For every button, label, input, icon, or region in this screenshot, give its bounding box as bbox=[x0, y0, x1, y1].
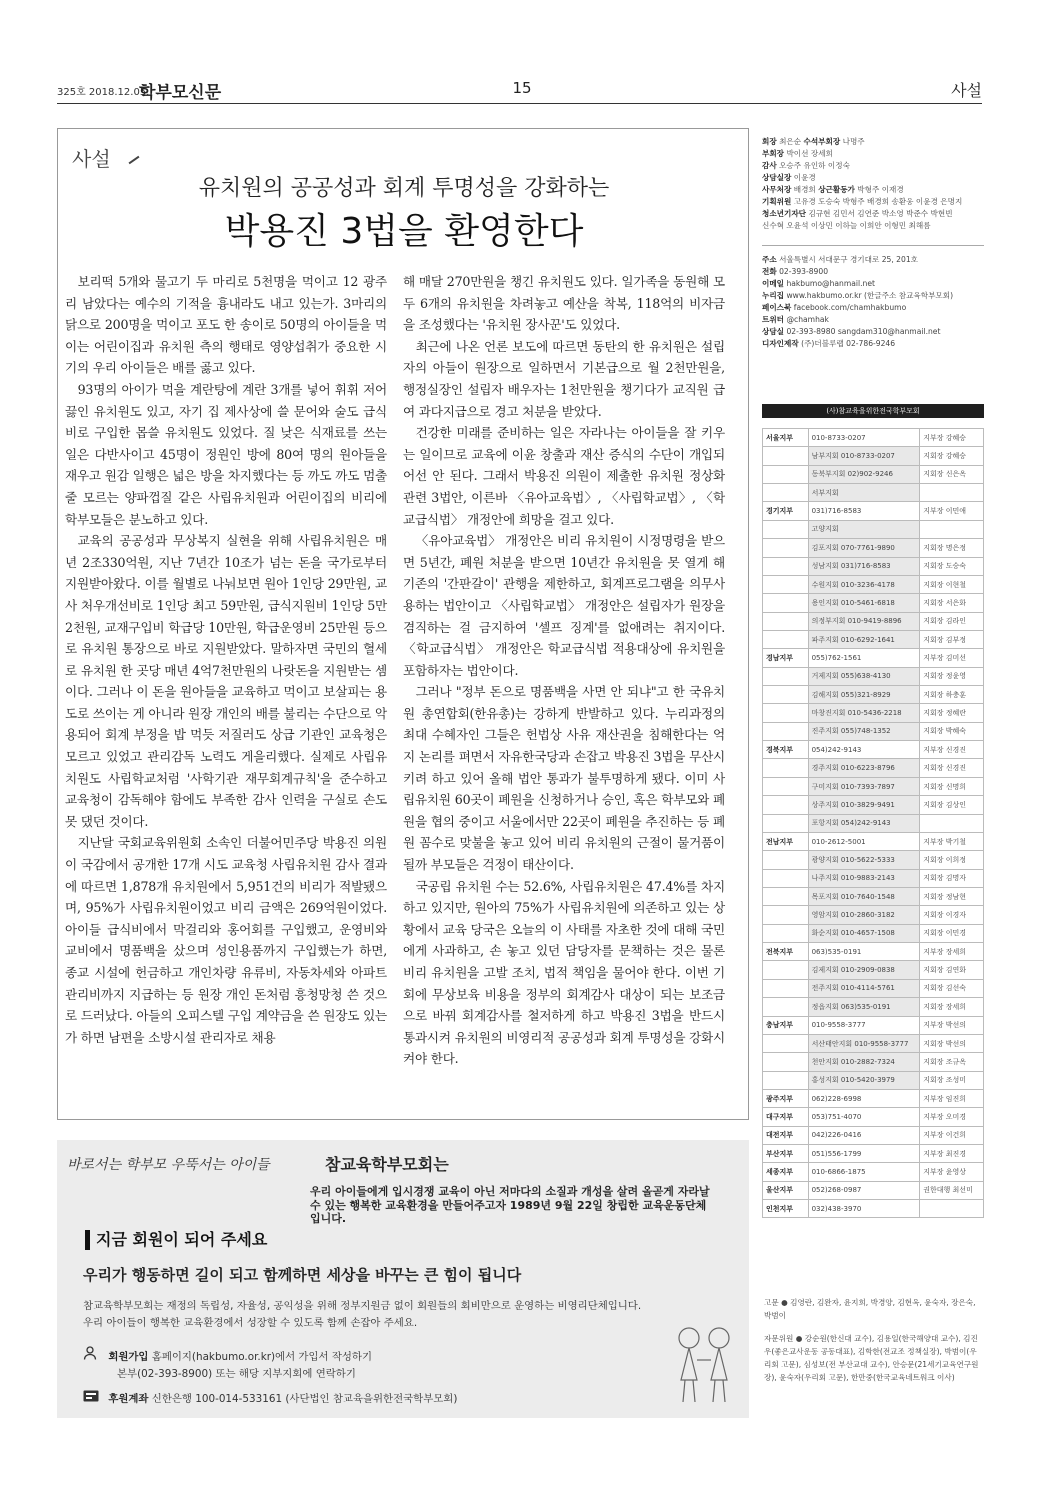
contact-cell: 화순지회 010-4657-1508 bbox=[808, 924, 920, 942]
region-cell bbox=[763, 887, 809, 905]
region-cell: 인천지부 bbox=[763, 1200, 809, 1218]
region-cell bbox=[763, 447, 809, 465]
contact-cell: 홍성지회 010-5420-3979 bbox=[808, 1071, 920, 1089]
directory-row bbox=[763, 520, 984, 538]
person-cell: 지회장 강혜승 bbox=[920, 447, 984, 465]
contact-cell: 영암지회 010-2860-3182 bbox=[808, 906, 920, 924]
staff-label: 수석부회장 bbox=[803, 137, 841, 146]
region-cell: 경북지부 bbox=[763, 741, 809, 759]
contact-label: 전화 bbox=[762, 267, 777, 276]
person-cell: 지회장 정남현 bbox=[920, 887, 984, 905]
contact-label: 트위터 bbox=[762, 315, 785, 324]
region-cell: 충남지부 bbox=[763, 1016, 809, 1034]
paragraph: 국공립 유치원 수는 52.6%, 사립유치원은 47.4%를 차지하고 있지만, 원아의 75%가 사립유치원에 의존하고 있는 상황에서 교육 당국은 오늘의 이 사태를 자초한 것에 대해 국민에게 사과하고, 손 놓고 있던 담당자를 문책하는 것은 물론 비리 유치원을 고발 조치, 법적 책임을 물어야 한다. 이번 기회에 무상보육 비용을 정부의 회계감사 대상이 되는 보조금으로 바꿔 회계감사를 철저하게 하고 박용진 3법을 반드시 통과시켜 유치원의 비영리적 공공성과 회계 투명성을 강화시켜야 한다. bbox=[403, 878, 725, 1067]
editorial-kicker: 사설 bbox=[72, 147, 111, 171]
person-cell: 지회장 김선숙 bbox=[920, 979, 984, 997]
contact-cell: 063)535-0191 bbox=[808, 943, 920, 961]
person-cell: 지회장 하충훈 bbox=[920, 686, 984, 704]
slogan: 바로서는 학부모 우뚝서는 아이들 bbox=[67, 1157, 270, 1173]
directory-row bbox=[763, 961, 984, 979]
contact-row bbox=[762, 254, 984, 266]
directory-row bbox=[763, 869, 984, 887]
contact-row bbox=[762, 290, 984, 302]
editorial-column-2 bbox=[403, 271, 725, 1070]
person-cell: 지회장 김부정 bbox=[920, 630, 984, 648]
paragraph: 해 매달 270만원을 챙긴 유치원도 있다. 일가족을 동원해 모두 6개의 유치원을 차려놓고 예산을 착복, 118억의 비자금을 조성했다는 '유치원 장사꾼'도 있었다. bbox=[403, 274, 725, 333]
person-cell: 지부장 이건희 bbox=[920, 1126, 984, 1144]
directory-row bbox=[763, 465, 984, 483]
person-cell: 지부장 이민애 bbox=[920, 502, 984, 520]
person-cell: 지회장 정윤영 bbox=[920, 667, 984, 685]
staff-row bbox=[762, 148, 984, 160]
org-description bbox=[83, 1298, 743, 1332]
staff-label: 부회장 bbox=[762, 149, 785, 158]
directory-row bbox=[763, 667, 984, 685]
divider bbox=[762, 232, 984, 246]
directory-title: (사)참교육을위한전국학부모회 bbox=[762, 404, 984, 418]
contact-row bbox=[762, 266, 984, 278]
directory-row bbox=[763, 649, 984, 667]
paragraph: 그러나 "정부 돈으로 명품백을 사면 안 되냐"고 한 국유치원 총연합회(한유총)는 강하게 반발하고 있다. 누리과정의 최대 수혜자인 그들은 헌법상 사유 재산권을 침해한다는 억지 논리를 펴면서 자유한국당과 손잡고 박용진 3법을 무산시키려 하고 있어 올해 법안 통과가 불투명하게 됐다. 이미 사립유치원 60곳이 폐원을 신청하거나 승인, 혹은 학부모와 폐원을 협의 중이고 서울에서만 22곳이 폐원을 추진하는 등 폐원 꼼수로 맞불을 놓고 있어 비리 유치원의 근절이 물거품이 될까 부모들은 걱정이 태산이다. bbox=[403, 684, 725, 873]
directory-row bbox=[763, 1089, 984, 1107]
description-line: 우리 아이들이 행복한 교육환경에서 성장할 수 있도록 함께 손잡아 주세요. bbox=[83, 1317, 418, 1329]
contact-cell: 경주지회 010-6223-8796 bbox=[808, 759, 920, 777]
contact-list bbox=[762, 254, 984, 350]
region-cell bbox=[763, 759, 809, 777]
contact-label: 주소 bbox=[762, 255, 777, 264]
staff-value: 고유경 도승숙 박형주 배경희 송환웅 이윤경 은명지 bbox=[793, 197, 963, 206]
page-number: 15 bbox=[512, 79, 532, 97]
directory-row bbox=[763, 1126, 984, 1144]
directory-row bbox=[763, 630, 984, 648]
contact-value: hakbumo@hanmail.net bbox=[786, 279, 875, 288]
staff-value: 박이선 장세희 bbox=[786, 149, 833, 158]
paragraph: 교육의 공공성과 무상복지 실현을 위해 사립유치원은 매년 2조330억원, 지난 7년간 10조가 넘는 돈을 국가로부터 지원받아왔다. 이를 월별로 나눠보면 원아 1인당 29만원, 교사 처우개선비로 1인당 최고 59만원, 급식지원비 1인당 5만2천원, 교재구입비 학급당 10만원, 학급운영비 25만원 등으로 유치원 통장으로 바로 지원받았다. 말하자면 국민의 혈세로 유치원 한 곳당 매년 4억7천만원의 나랏돈을 지원받는 셈이다. 그러나 이 돈을 원아들을 교육하고 먹이고 보살피는 용도로 쓰이는 게 아니라 원장 개인의 배를 불리는 수단으로 악용되어 회계 부정을 밥 먹듯 저질러도 상급 기관인 교육청은 모르고 있었고 관리감독 노력도 게을리했다. 실제로 사립유치원도 사립학교처럼 '사학기관 재무회계규칙'을 준수하고 교육청이 감독해야 함에도 부족한 감사 인력을 구실로 손도 못 댔던 것이다. bbox=[65, 533, 387, 829]
staff-value: 박형주 이재경 bbox=[857, 185, 904, 194]
contact-value: 02-393-8900 bbox=[779, 267, 829, 276]
contact-value: 02-393-8980 sangdam310@hanmail.net bbox=[786, 327, 941, 336]
contact-cell: 상주지회 010-3829-9491 bbox=[808, 796, 920, 814]
paragraph: 93명의 아이가 먹을 계란탕에 계란 3개를 넣어 휘휘 저어 끓인 유치원도 있고, 자기 집 제사상에 쓸 문어와 술도 급식비로 구입한 몹쓸 유치원도 있었다. 질 낮은 식재료를 쓰는 일은 다반사이고 45명이 정원인 방에 80여 명의 원아들을 재우고 원감 일행은 넓은 방을 차지했다는 등 까도 까도 멈출 줄 모르는 양파껍질 같은 사립유치원과 어린이집의 비리에 학부모들은 분노하고 있다. bbox=[65, 381, 387, 527]
person-cell: 지부장 김미선 bbox=[920, 649, 984, 667]
directory-row bbox=[763, 1200, 984, 1218]
directory-row bbox=[763, 1108, 984, 1126]
directory-row bbox=[763, 924, 984, 942]
contact-cell: 천안지회 010-2882-7324 bbox=[808, 1053, 920, 1071]
person-cell: 지회장 신경진 bbox=[920, 759, 984, 777]
person-cell: 지부장 강혜승 bbox=[920, 429, 984, 447]
region-cell bbox=[763, 961, 809, 979]
contact-cell: 성남지회 031)716-8583 bbox=[808, 557, 920, 575]
contact-cell: 062)228-6998 bbox=[808, 1089, 920, 1107]
consultant-list: 자문위원 ● 강순원(한신대 교수), 김용일(한국해양대 교수), 김진우(좋은교사운동 공동대표), 김학한(전교조 정책실장), 박범이(우리회 고문), 심성보(전 부산교대 교수), 안승문(21세기교육연구원장), 윤숙자(우리회 고문), 한만중(한국교육네트워크 이사) bbox=[764, 1334, 979, 1382]
region-cell bbox=[763, 630, 809, 648]
paragraph: 〈유아교육법〉 개정안은 비리 유치원이 시정명령을 받으면 5년간, 폐원 처분을 받으면 10년간 유치원을 못 열게 해 기존의 '간판갈이' 관행을 제한하고, 회계프로그램을 의무사용하는 법안이고 〈사립학교법〉 개정안은 설립자가 원장을 겸직하는 걸 금지하여 '셀프 징계'를 없애려는 취지이다. 〈학교급식법〉 개정안은 학교급식법 적용대상에 유치원을 포함하자는 법안이다. bbox=[403, 533, 725, 678]
region-cell bbox=[763, 539, 809, 557]
contact-cell: 전주지회 010-4114-5761 bbox=[808, 979, 920, 997]
person-cell: 지부장 신경진 bbox=[920, 741, 984, 759]
contact-cell: 054)242-9143 bbox=[808, 741, 920, 759]
person-cell: 지부장 장세희 bbox=[920, 943, 984, 961]
person-cell: 지회장 명은정 bbox=[920, 539, 984, 557]
person-cell: 지회장 박선의 bbox=[920, 1034, 984, 1052]
contact-cell: 목포지회 010-7640-1548 bbox=[808, 887, 920, 905]
directory-row bbox=[763, 1163, 984, 1181]
person-cell: 지회장 장세희 bbox=[920, 998, 984, 1016]
contact-cell: 거제지회 055)638-4130 bbox=[808, 667, 920, 685]
person-cell: 지회장 조규옥 bbox=[920, 1053, 984, 1071]
region-cell bbox=[763, 906, 809, 924]
directory-row bbox=[763, 851, 984, 869]
person-cell: 지회장 이현철 bbox=[920, 575, 984, 593]
contact-value: facebook.com/chamhakbumo bbox=[793, 303, 907, 312]
region-cell bbox=[763, 557, 809, 575]
directory-row bbox=[763, 447, 984, 465]
directory-row bbox=[763, 539, 984, 557]
directory-row bbox=[763, 484, 984, 502]
directory-row bbox=[763, 1145, 984, 1163]
person-cell: 지회장 김상인 bbox=[920, 796, 984, 814]
contact-cell: 나주지회 010-9883-2143 bbox=[808, 869, 920, 887]
directory-row bbox=[763, 814, 984, 832]
advisors bbox=[764, 1296, 984, 1394]
paragraph: 보리떡 5개와 물고기 두 마리로 5천명을 먹이고 12 광주리 남았다는 예수의 기적을 흉내라도 내고 있는가. 3마리의 닭으로 200명을 먹이고 포도 한 송이로 50명의 아이들을 먹이는 어린이집과 유치원 측의 행태로 영양섭취가 중요한 시기의 우리 아이들은 배를 곯고 있다. bbox=[65, 274, 387, 376]
staff-row bbox=[762, 208, 984, 220]
directory-row bbox=[763, 612, 984, 630]
staff-row bbox=[762, 196, 984, 208]
staff-label: 기획위원 bbox=[762, 197, 792, 206]
staff-value: 나명주 bbox=[842, 137, 865, 146]
region-cell bbox=[763, 686, 809, 704]
person-cell bbox=[920, 814, 984, 832]
person-cell bbox=[920, 520, 984, 538]
region-cell: 전남지부 bbox=[763, 832, 809, 850]
contact-row bbox=[762, 302, 984, 314]
staff-value: 오승주 유인하 이정숙 bbox=[779, 161, 850, 170]
masthead bbox=[762, 136, 984, 350]
person-cell: 지회장 김명자 bbox=[920, 869, 984, 887]
person-cell: 지회장 조성미 bbox=[920, 1071, 984, 1089]
staff-label: 청소년기자단 bbox=[762, 209, 807, 218]
directory-row bbox=[763, 979, 984, 997]
person-cell: 지회장 서은화 bbox=[920, 594, 984, 612]
contact-row bbox=[762, 338, 984, 350]
contact-row bbox=[762, 326, 984, 338]
staff-value: 최은순 bbox=[779, 137, 804, 146]
contact-cell: 서부지회 bbox=[808, 484, 920, 502]
contact-value: 서울특별시 서대문구 경기대로 25, 201호 bbox=[779, 255, 919, 264]
directory-row bbox=[763, 759, 984, 777]
region-cell: 세종지부 bbox=[763, 1163, 809, 1181]
region-cell bbox=[763, 520, 809, 538]
person-cell: 지부장 윤영상 bbox=[920, 1163, 984, 1181]
org-heading: 참교육학부모회는 bbox=[325, 1155, 449, 1174]
membership-info bbox=[83, 1346, 372, 1383]
region-cell: 부산지부 bbox=[763, 1145, 809, 1163]
directory-row bbox=[763, 943, 984, 961]
staff-row bbox=[762, 220, 984, 232]
directory-row bbox=[763, 575, 984, 593]
staff-label: 사무처장 bbox=[762, 185, 792, 194]
editorial-title: 박용진 3법을 환영한다 bbox=[224, 211, 584, 252]
directory-row bbox=[763, 796, 984, 814]
contact-cell: 수원지회 010-3236-4178 bbox=[808, 575, 920, 593]
region-cell bbox=[763, 612, 809, 630]
contact-cell: 010-8733-0207 bbox=[808, 429, 920, 447]
contact-cell: 김해지회 055)321-8929 bbox=[808, 686, 920, 704]
region-cell bbox=[763, 1034, 809, 1052]
contact-value: www.hakbumo.or.kr (한글주소 참교육학부모회) bbox=[786, 291, 954, 300]
person-cell: 권한대행 최선미 bbox=[920, 1181, 984, 1199]
editorial-column-1 bbox=[65, 271, 387, 1048]
contact-cell: 파주지회 010-6292-1641 bbox=[808, 630, 920, 648]
contact-cell: 010-9558-3777 bbox=[808, 1016, 920, 1034]
region-cell bbox=[763, 777, 809, 795]
region-cell: 대전지부 bbox=[763, 1126, 809, 1144]
contact-cell: 구미지회 010-7393-7897 bbox=[808, 777, 920, 795]
staff-label: 상담실장 bbox=[762, 173, 792, 182]
directory-row bbox=[763, 832, 984, 850]
page-header bbox=[57, 78, 982, 104]
contact-cell: 고양지회 bbox=[808, 520, 920, 538]
editorial-subtitle: 유치원의 공공성과 회계 투명성을 강화하는 bbox=[198, 176, 610, 201]
region-cell: 울산지부 bbox=[763, 1181, 809, 1199]
directory-row bbox=[763, 686, 984, 704]
staff-label: 감사 bbox=[762, 161, 777, 170]
contact-label: 이메일 bbox=[762, 279, 785, 288]
region-cell bbox=[763, 796, 809, 814]
region-cell bbox=[763, 704, 809, 722]
contact-cell: 042)226-0416 bbox=[808, 1126, 920, 1144]
contact-label: 누리집 bbox=[762, 291, 785, 300]
region-cell bbox=[763, 484, 809, 502]
person-cell: 지회장 정혜란 bbox=[920, 704, 984, 722]
contact-cell: 김제지회 010-2909-0838 bbox=[808, 961, 920, 979]
contact-cell: 김포지회 070-7761-9890 bbox=[808, 539, 920, 557]
contact-value: (주)더블루랩 02-786-9246 bbox=[801, 339, 896, 348]
person-cell: 지부장 최진경 bbox=[920, 1145, 984, 1163]
region-cell bbox=[763, 594, 809, 612]
person-cell: 지회장 이경자 bbox=[920, 906, 984, 924]
person-cell bbox=[920, 1200, 984, 1218]
contact-cell: 052)268-0987 bbox=[808, 1181, 920, 1199]
contact-cell: 031)716-8583 bbox=[808, 502, 920, 520]
issue-info: 325호 2018.12.05. bbox=[57, 87, 150, 98]
staff-label: 상근활동가 bbox=[818, 185, 855, 194]
motto: 우리가 행동하면 길이 되고 함께하면 세상을 바꾸는 큰 힘이 됩니다 bbox=[83, 1266, 522, 1284]
contact-cell: 광양지회 010-5622-5333 bbox=[808, 851, 920, 869]
directory-row bbox=[763, 887, 984, 905]
region-cell bbox=[763, 722, 809, 740]
person-cell: 지회장 신은옥 bbox=[920, 465, 984, 483]
join-heading: 지금 회원이 되어 주세요 bbox=[85, 1230, 267, 1250]
person-cell: 지회장 김라인 bbox=[920, 612, 984, 630]
region-cell bbox=[763, 924, 809, 942]
directory-row bbox=[763, 704, 984, 722]
description-line: 참교육학부모회는 재정의 독립성, 자율성, 공익성을 위해 정부지원금 없이 회원들의 회비만으로 운영하는 비영리단체입니다. bbox=[83, 1300, 642, 1312]
staff-row bbox=[762, 160, 984, 172]
person-cell: 지부장 박선의 bbox=[920, 1016, 984, 1034]
region-cell bbox=[763, 465, 809, 483]
person-cell: 지회장 도승숙 bbox=[920, 557, 984, 575]
contact-cell: 010-2612-5001 bbox=[808, 832, 920, 850]
section-name: 사설 bbox=[951, 81, 982, 100]
person-cell: 지부장 오미경 bbox=[920, 1108, 984, 1126]
staff-value: 이윤경 bbox=[793, 173, 816, 182]
person-cell: 지부장 임진희 bbox=[920, 1089, 984, 1107]
account-text: 신한은행 100-014-533161 (사단법인 참교육을위한전국학부모회) bbox=[151, 1393, 458, 1405]
region-cell: 경남지부 bbox=[763, 649, 809, 667]
person-cell: 지회장 이희정 bbox=[920, 851, 984, 869]
region-cell bbox=[763, 667, 809, 685]
person-cell: 지회장 박혜숙 bbox=[920, 722, 984, 740]
region-cell: 전북지부 bbox=[763, 943, 809, 961]
contact-value: @chamhak bbox=[786, 315, 829, 324]
region-cell: 대구지부 bbox=[763, 1108, 809, 1126]
region-cell: 경기지부 bbox=[763, 502, 809, 520]
contact-cell: 010-6866-1875 bbox=[808, 1163, 920, 1181]
contact-label: 상담실 bbox=[762, 327, 785, 336]
bank-card-icon bbox=[83, 1390, 105, 1407]
staff-value: 신수혁 오윤석 이상민 이하늘 이희안 이형민 최해름 bbox=[762, 221, 931, 230]
staff-row bbox=[762, 184, 984, 196]
staff-row bbox=[762, 172, 984, 184]
donation-info bbox=[83, 1390, 457, 1408]
contact-row bbox=[762, 314, 984, 326]
region-cell bbox=[763, 1071, 809, 1089]
branch-directory bbox=[762, 428, 984, 1218]
directory-row bbox=[763, 722, 984, 740]
directory-row bbox=[763, 1071, 984, 1089]
contact-cell: 마창진지회 010-5436-2218 bbox=[808, 704, 920, 722]
contact-cell: 진주지회 055)748-1352 bbox=[808, 722, 920, 740]
directory-row bbox=[763, 1034, 984, 1052]
account-label: 후원계좌 bbox=[108, 1393, 149, 1405]
directory-row bbox=[763, 557, 984, 575]
paragraph: 지난달 국회교육위원회 소속인 더불어민주당 박용진 의원이 국감에서 공개한 17개 시도 교육청 사립유치원 감사 결과에 따르면 1,878개 유치원에서 5,951건의 비리가 적발됐으며, 95%가 사립유치원이었고 비리 금액은 269억원이었다. 아이들 급식비에서 막걸리와 홍어회를 구입했고, 운영비와 교비에서 명품백을 샀으며 성인용품까지 구입했는가 하면, 종교 시설에 헌금하고 개인차량 유류비, 자동차세와 아파트 관리비까지 지급하는 등 원장 개인 돈처럼 흥청망청 쓴 것으로 드러났다. 아들의 오피스텔 구입 계약금을 쓴 원장도 있는가 하면 남편을 소방시설 관리자로 채용 bbox=[65, 835, 387, 1045]
directory-row bbox=[763, 502, 984, 520]
paragraph: 건강한 미래를 준비하는 일은 자라나는 아이들을 잘 키우는 일이므로 교육에 이윤 창출과 재산 증식의 수단이 개입되어선 안 된다. 그래서 박용진 의원이 제출한 유치원 정상화 관련 3법안, 이른바 〈유아교육법〉, 〈사립학교법〉, 〈학교급식법〉 개정안에 희망을 걸고 있다. bbox=[403, 425, 725, 527]
advisor-list: 고문 ● 김영란, 김완자, 윤지희, 박경양, 김현옥, 윤숙자, 장은숙, 박범이 bbox=[764, 1298, 976, 1320]
person-cell: 지회장 신명희 bbox=[920, 777, 984, 795]
person-cell: 지회장 이민경 bbox=[920, 924, 984, 942]
region-cell bbox=[763, 979, 809, 997]
person-icon bbox=[83, 1346, 105, 1365]
contact-cell: 053)751-4070 bbox=[808, 1108, 920, 1126]
region-cell bbox=[763, 851, 809, 869]
staff-value: 김규현 김민서 김연준 박소영 박준수 박현빈 bbox=[808, 209, 953, 218]
region-cell bbox=[763, 998, 809, 1016]
contact-cell: 032)438-3970 bbox=[808, 1200, 920, 1218]
membership-ad bbox=[57, 1140, 749, 1418]
staff-list bbox=[762, 136, 984, 232]
membership-text-2: 본부(02-393-8900) 또는 해당 지부지회에 연락하기 bbox=[117, 1368, 356, 1380]
contact-cell: 서산태안지회 010-9558-3777 bbox=[808, 1034, 920, 1052]
directory-row bbox=[763, 429, 984, 447]
directory-row bbox=[763, 906, 984, 924]
region-cell: 광주지부 bbox=[763, 1089, 809, 1107]
directory-row bbox=[763, 741, 984, 759]
staff-row bbox=[762, 136, 984, 148]
directory-row bbox=[763, 1053, 984, 1071]
region-cell bbox=[763, 869, 809, 887]
directory-row bbox=[763, 777, 984, 795]
person-cell: 지부장 박기철 bbox=[920, 832, 984, 850]
directory-row bbox=[763, 1016, 984, 1034]
person-cell: 지회장 김연화 bbox=[920, 961, 984, 979]
contact-cell: 의정부지회 010-9419-8896 bbox=[808, 612, 920, 630]
contact-label: 페이스북 bbox=[762, 303, 792, 312]
paragraph: 최근에 나온 언론 보도에 따르면 동탄의 한 유치원은 설립자의 아들이 원장으로 일하면서 기본급으로 월 2천만원을, 행정실장인 설립자 배우자는 1천만원을 챙기다가 교직원 급여 과다지급으로 경고 처분을 받았다. bbox=[403, 338, 725, 419]
region-cell bbox=[763, 1053, 809, 1071]
editorial-box bbox=[57, 128, 749, 1120]
staff-value: 배경희 bbox=[793, 185, 819, 194]
directory-row bbox=[763, 998, 984, 1016]
contact-cell: 051)556-1799 bbox=[808, 1145, 920, 1163]
membership-label: 회원가입 bbox=[108, 1351, 149, 1363]
contact-cell: 용인지회 010-5461-6818 bbox=[808, 594, 920, 612]
membership-text: 홈페이지(hakbumo.or.kr)에서 가입서 작성하기 bbox=[151, 1351, 372, 1363]
contact-cell: 남부지회 010-8733-0207 bbox=[808, 447, 920, 465]
contact-cell: 정읍지회 063)535-0191 bbox=[808, 998, 920, 1016]
region-cell bbox=[763, 814, 809, 832]
contact-label: 디자인제작 bbox=[762, 339, 799, 348]
newspaper-logo: 학부모신문 bbox=[139, 83, 222, 103]
org-intro: 우리 아이들에게 입시경쟁 교육이 아닌 저마다의 소질과 개성을 살려 올곧게 자라날 수 있는 행복한 교육환경을 만들어주고자 1989년 9월 22일 창립한 교육운동단체입니다. bbox=[310, 1185, 710, 1225]
region-cell bbox=[763, 575, 809, 593]
staff-label: 회장 bbox=[762, 137, 777, 146]
contact-row bbox=[762, 278, 984, 290]
children-illustration-icon bbox=[669, 1320, 739, 1410]
slash-mark bbox=[129, 156, 140, 165]
contact-cell: 동북부지회 02)902-9246 bbox=[808, 465, 920, 483]
directory-row bbox=[763, 1181, 984, 1199]
contact-cell: 055)762-1561 bbox=[808, 649, 920, 667]
directory-row bbox=[763, 594, 984, 612]
region-cell: 서울지부 bbox=[763, 429, 809, 447]
contact-cell: 포항지회 054)242-9143 bbox=[808, 814, 920, 832]
person-cell bbox=[920, 484, 984, 502]
